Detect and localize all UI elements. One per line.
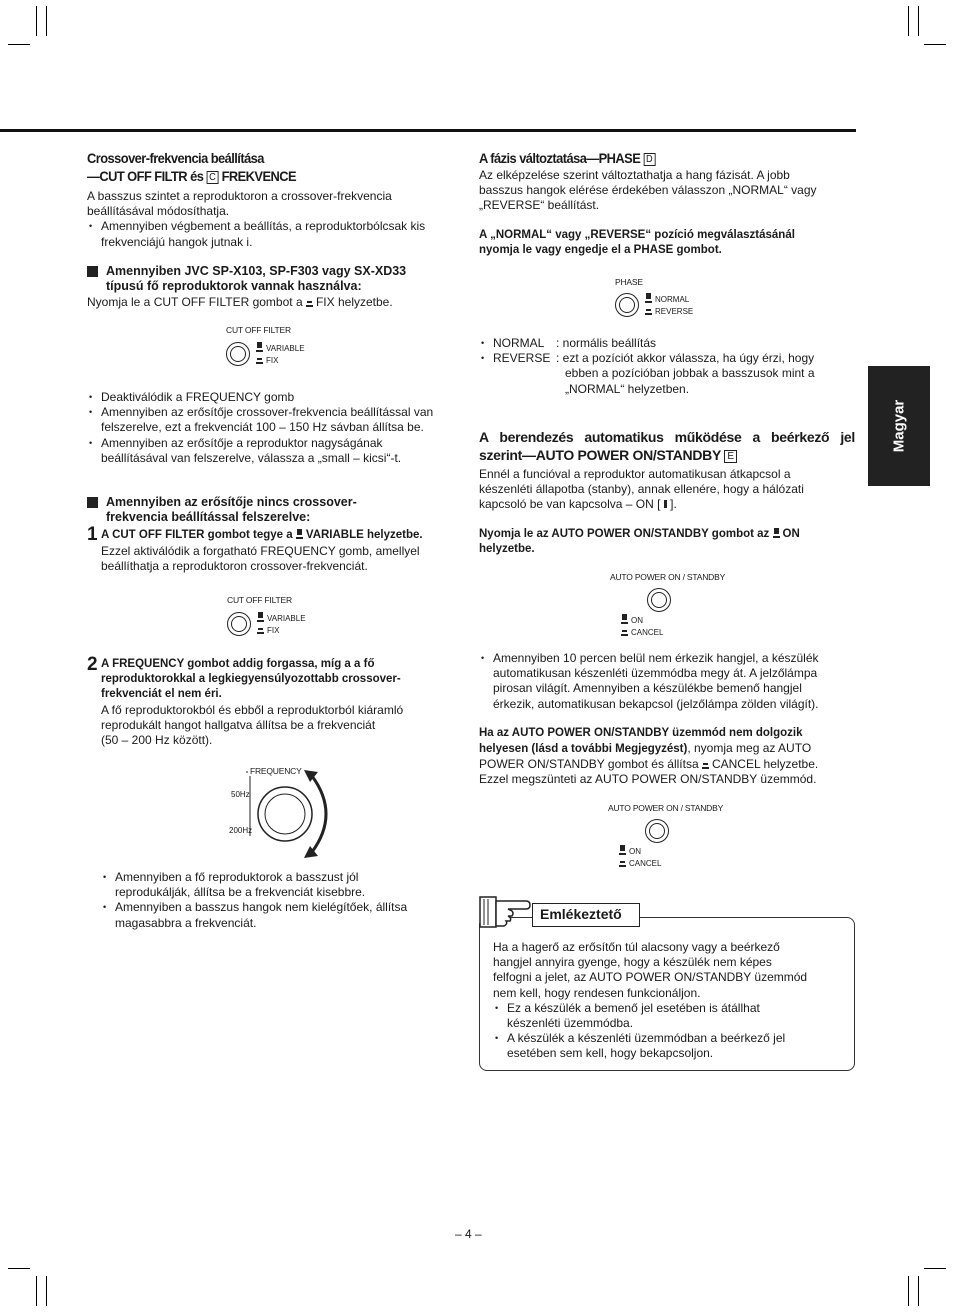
heading-text: —CUT OFF FILTR és: [87, 168, 204, 184]
power-on-icon: [664, 500, 667, 508]
paragraph: [101, 544, 467, 574]
text-line: Amennyiben az erősítője nincs crossover-: [106, 495, 357, 510]
text-line: frekvenciájú hangok jutnak i.: [101, 234, 253, 249]
auto-power-heading: [479, 428, 857, 464]
subheading: [87, 264, 467, 294]
crop-mark: [46, 6, 47, 36]
option-list: [621, 614, 663, 638]
text: VARIABLE helyzetbe.: [305, 529, 423, 542]
option-value: [556, 351, 815, 397]
crop-mark: [924, 44, 946, 45]
text-line: esetében sem kell, hogy bekapcsoljon.: [507, 1046, 714, 1061]
min-label: 50Hz: [231, 790, 250, 799]
text-line: Amennyiben JVC SP-X103, SP-F303 vagy SX-XD33: [106, 263, 407, 278]
released-button-icon: [306, 297, 313, 307]
crop-mark: [918, 1276, 919, 1306]
cut-off-filter-figure: [226, 325, 346, 375]
bullet-item: [87, 405, 467, 435]
auto-power-figure: [610, 572, 750, 642]
step-instruction: [101, 528, 467, 543]
option-list: [619, 845, 661, 869]
memo-content: [493, 940, 847, 1062]
text-line: • Ez a készülék a bemenő jel esetében is átállhat: [507, 1000, 760, 1015]
crop-mark: [908, 1276, 909, 1306]
bullet-item: [479, 651, 857, 712]
option-label: FIX: [267, 626, 280, 635]
text-line: reprodukált hangot hallgatva állítsa be a frekvenciát: [101, 717, 376, 732]
option-reverse: [645, 305, 693, 317]
released-button-icon: [257, 624, 264, 634]
cut-off-filter-button[interactable]: [226, 342, 250, 366]
text-line: A FREQUENCY gombot addig forgassa, míg a a fő: [101, 658, 375, 670]
figure-label: AUTO POWER ON / STANDBY: [610, 572, 726, 582]
option-on: [621, 614, 663, 626]
text-line: A „NORMAL“ vagy „REVERSE“ pozíció megválasztásánál: [479, 228, 795, 241]
crop-mark: [8, 1268, 30, 1269]
step-number: 1: [87, 524, 98, 546]
max-label: 200Hz: [229, 826, 253, 835]
option-label: REVERSE: [655, 307, 694, 316]
text-line: [479, 757, 857, 772]
option-on: [619, 845, 661, 857]
heading-text: FREKVENCE: [221, 168, 297, 184]
left-column: [87, 149, 467, 310]
option-cancel: [619, 857, 661, 869]
paragraph: [87, 295, 467, 310]
text-line: Ezzel megszünteti az AUTO POWER ON/STANDBY üzemmód.: [479, 772, 817, 787]
heading-line: A berendezés automatikus működése a beérkező jel: [479, 429, 855, 445]
option-label: NORMAL: [655, 295, 690, 304]
text-line: érkezik, automatikusan bekapcsol (jelzőlámpa zölden világít).: [493, 696, 819, 711]
square-bullet-icon: [87, 497, 98, 508]
text: POWER ON/STANDBY gombot és állítsa: [479, 757, 699, 772]
text-line: beállításával van felszerelve, válassza a „small – kicsi“-t.: [101, 450, 402, 465]
heading-line: [87, 167, 437, 185]
option-variable: [257, 612, 306, 624]
figure-ref-box: D: [643, 153, 655, 166]
text-line: basszus hangok elérése érdekében válasszon „NORMAL“ vagy: [479, 183, 817, 198]
crop-mark: [46, 1276, 47, 1306]
step-2: [87, 654, 467, 748]
text-line: frekvenciát el nem éri.: [101, 688, 222, 701]
pressed-button-icon: [621, 614, 628, 624]
crop-mark: [924, 1268, 946, 1269]
text-line: Ezzel aktiválódik a forgatható FREQUENCY gomb, amellyel: [101, 543, 420, 558]
option-label: ON: [629, 847, 641, 856]
memo-title: Emlékeztető: [540, 906, 622, 922]
text-line: készenléti üzemmódba.: [507, 1016, 634, 1031]
text-line: magasabbra a frekvenciát.: [115, 915, 257, 930]
pointing-hand-icon: [474, 889, 534, 935]
text-line: • Amennyiben a fő reproduktorok a basszust jól: [115, 870, 359, 884]
text-line: „REVERSE“ beállítást.: [479, 198, 600, 213]
option-label: CANCEL: [629, 859, 662, 868]
text-line: Ennél a funcióval a reproduktor automatikusan átkapcsol a: [479, 467, 791, 481]
phase-figure: [615, 277, 735, 327]
option-label: VARIABLE: [266, 344, 305, 353]
text: ].: [670, 497, 677, 512]
text-line: [479, 741, 857, 757]
top-rule: [0, 129, 856, 132]
auto-power-button[interactable]: [647, 588, 671, 612]
pressed-button-icon: [773, 528, 780, 538]
option-fix: [256, 354, 305, 366]
language-tab-label: Magyar: [890, 399, 908, 453]
cut-off-filter-button[interactable]: [227, 612, 251, 636]
heading-text: A fázis változtatása—PHASE: [479, 150, 641, 166]
option-variable: [256, 342, 305, 354]
text-line: A basszus szintet a reproduktoron a crossover-frekvencia: [87, 189, 392, 203]
text-line: pirosan világít. Amennyiben a készülékbe bemenő hangjel: [493, 681, 802, 696]
instruction: [479, 527, 857, 557]
option-label: FIX: [266, 356, 279, 365]
pressed-button-icon: [256, 342, 263, 352]
right-column: [479, 149, 857, 258]
heading-line: Crossover-frekvencia beállítása: [87, 150, 264, 166]
bullet-item: [87, 436, 467, 466]
text-line: A fő reproduktorokból és ebből a reproduktorból kiáramló: [101, 702, 404, 717]
frequency-figure: [228, 762, 348, 862]
text: CANCEL helyzetbe.: [711, 757, 819, 772]
option-value: : normális beállítás: [556, 336, 657, 350]
bullet-item: [493, 1001, 847, 1031]
option-label: VARIABLE: [267, 614, 306, 623]
text-line: frekvencia beállítással felszerelve:: [106, 510, 311, 525]
text-line: reproduktorokkal a legkiegyensúlyozottabb crossover-: [101, 673, 401, 686]
text-line: • A készülék a készenléti üzemmódban a beérkező jel: [507, 1031, 786, 1046]
bullet-item: [87, 390, 467, 405]
text-line: készenléti állapotba (stanby), annak ellenére, hogy a hálózati: [479, 482, 804, 497]
released-button-icon: [621, 626, 628, 636]
heading-line: [479, 446, 857, 464]
option-key: • REVERSE: [493, 351, 551, 366]
text: ON: [782, 527, 800, 540]
text-line: nem kell, hogy rendesen funkcionáljon.: [493, 985, 701, 1000]
option-list: [645, 293, 693, 317]
text-line: hangjel annyira gyenge, hogy a készülék nem képes: [493, 955, 772, 970]
text: FIX helyzetbe.: [315, 295, 393, 310]
paragraph: [87, 189, 467, 219]
crop-mark: [36, 6, 37, 36]
text-line: Ha az AUTO POWER ON/STANDBY üzemmód nem dolgozik: [479, 726, 803, 739]
auto-power-figure-2: [608, 803, 748, 873]
option-list: [256, 342, 305, 366]
frequency-knob-drawing: [228, 762, 348, 862]
step-number: 2: [87, 654, 98, 675]
text: kapcsoló be van kapcsolva – ON [: [479, 497, 661, 512]
paragraph: [479, 467, 857, 513]
text: Nyomja le az AUTO POWER ON/STANDBY gombot az: [479, 527, 770, 540]
text-line: felfogni a jelet, az AUTO POWER ON/STANDBY üzemmód: [493, 970, 808, 985]
heading-text: szerint—AUTO POWER ON/STANDBY: [479, 447, 721, 463]
text-line: • Amennyiben 10 percen belül nem érkezik hangjel, a készülék: [493, 651, 819, 665]
released-button-icon: [619, 857, 626, 867]
figure-label: FREQUENCY: [250, 766, 302, 776]
auto-power-section: [479, 428, 857, 557]
phase-options: [479, 336, 857, 397]
text-line: • Amennyiben az erősítője a reproduktor nagyságának: [101, 435, 383, 450]
text-line: • Amennyiben végbement a beállítás, a reproduktorbólcsak kis: [101, 219, 426, 234]
paragraph: [101, 703, 467, 749]
text: A CUT OFF FILTER gombot tegye a: [101, 529, 293, 542]
figure-label: PHASE: [615, 277, 643, 287]
bullet-item: [101, 870, 471, 900]
crop-mark: [918, 6, 919, 36]
option-label: ON: [631, 616, 643, 625]
option-key: • NORMAL: [493, 336, 545, 350]
text-line: nyomja le vagy engedje el a PHASE gombot.: [479, 243, 722, 256]
text-line: • Amennyiben a basszus hangok nem kielégítőek, állítsa: [115, 900, 408, 915]
figure-ref-box: C: [206, 171, 218, 184]
frequency-bullets: [101, 870, 471, 931]
option-normal: [645, 293, 693, 305]
text-line: • Amennyiben az erősítője crossover-frekvencia beállítással van: [101, 405, 434, 420]
crop-mark: [36, 1276, 37, 1306]
crossover-heading: [87, 149, 437, 185]
figure-label: AUTO POWER ON / STANDBY: [608, 803, 724, 813]
page-number: – 4 –: [455, 1227, 482, 1241]
option-list: [257, 612, 306, 636]
text-line: ebben a pozícióban jobbak a basszusok mint a: [565, 366, 815, 381]
option-cancel: [621, 626, 663, 638]
crop-mark: [908, 6, 909, 36]
text-line: típusú fő reproduktorok vannak használva:: [106, 279, 362, 294]
text: , nyomja meg az AUTO: [687, 741, 812, 756]
text-line: [479, 497, 857, 512]
paragraph: [493, 940, 847, 1001]
figure-label: CUT OFF FILTER: [227, 595, 292, 605]
text-line: (50 – 200 Hz között).: [101, 733, 213, 748]
crop-mark: [8, 44, 30, 45]
bullet-item: [479, 336, 857, 351]
figure-ref-box: E: [724, 450, 737, 463]
bullet-item: [493, 1031, 847, 1061]
pressed-button-icon: [257, 612, 264, 622]
option-fix: [257, 624, 306, 636]
pressed-button-icon: [645, 293, 652, 303]
left-column-bullets: [87, 390, 467, 574]
figure-label: CUT OFF FILTER: [226, 325, 291, 335]
step-instruction: [101, 657, 467, 703]
auto-power-notes: [479, 651, 857, 788]
square-bullet-icon: [87, 266, 98, 277]
text-line: automatikusan készenléti üzemmódba megy át. A jelzőlámpa: [493, 666, 818, 681]
phase-heading: [479, 149, 827, 167]
pressed-button-icon: [296, 529, 303, 539]
text: helyesen (lásd a további Megjegyzést): [479, 743, 688, 756]
text-line: „NORMAL“ helyzetben.: [565, 381, 690, 396]
text-line: Az elképzelése szerint változtathatja a hang fázisát. A jobb: [479, 168, 790, 182]
subheading: [87, 495, 467, 525]
paragraph: [479, 168, 857, 214]
text-line: felszerelve, ezt a frekvenciát 100 – 150 Hz sávban állítsa be.: [101, 420, 424, 435]
text-line: Ha a hagerő az erősítőn túl alacsony vagy a beérkező: [493, 940, 780, 954]
option-label: CANCEL: [631, 628, 664, 637]
step-1: [87, 524, 467, 574]
bullet-item: [101, 900, 471, 930]
text-line: beállíthatja a reproduktoron crossover-frekvenciát.: [101, 558, 368, 573]
bullet-item: [87, 219, 467, 249]
text-line: helyzetbe.: [479, 542, 535, 555]
released-button-icon: [702, 759, 709, 769]
auto-power-button[interactable]: [645, 819, 669, 843]
text-line: : ezt a pozíciót akkor válassza, ha úgy érzi, hogy: [556, 351, 815, 366]
text-line: beállításával módosíthatja.: [87, 204, 230, 219]
text-line: • Deaktiválódik a FREQUENCY gomb: [101, 390, 295, 404]
cut-off-filter-figure-2: [227, 595, 347, 645]
phase-button[interactable]: [615, 293, 639, 317]
language-tab: [868, 366, 930, 486]
bullet-item: [479, 351, 857, 397]
instruction: [479, 228, 857, 258]
pressed-button-icon: [619, 845, 626, 855]
text: Nyomja le a CUT OFF FILTER gombot a: [87, 295, 303, 310]
released-button-icon: [256, 354, 263, 364]
text-line: reprodukálják, állítsa be a frekvenciát kisebbre.: [115, 885, 366, 900]
paragraph: [479, 726, 857, 788]
released-button-icon: [645, 305, 652, 315]
